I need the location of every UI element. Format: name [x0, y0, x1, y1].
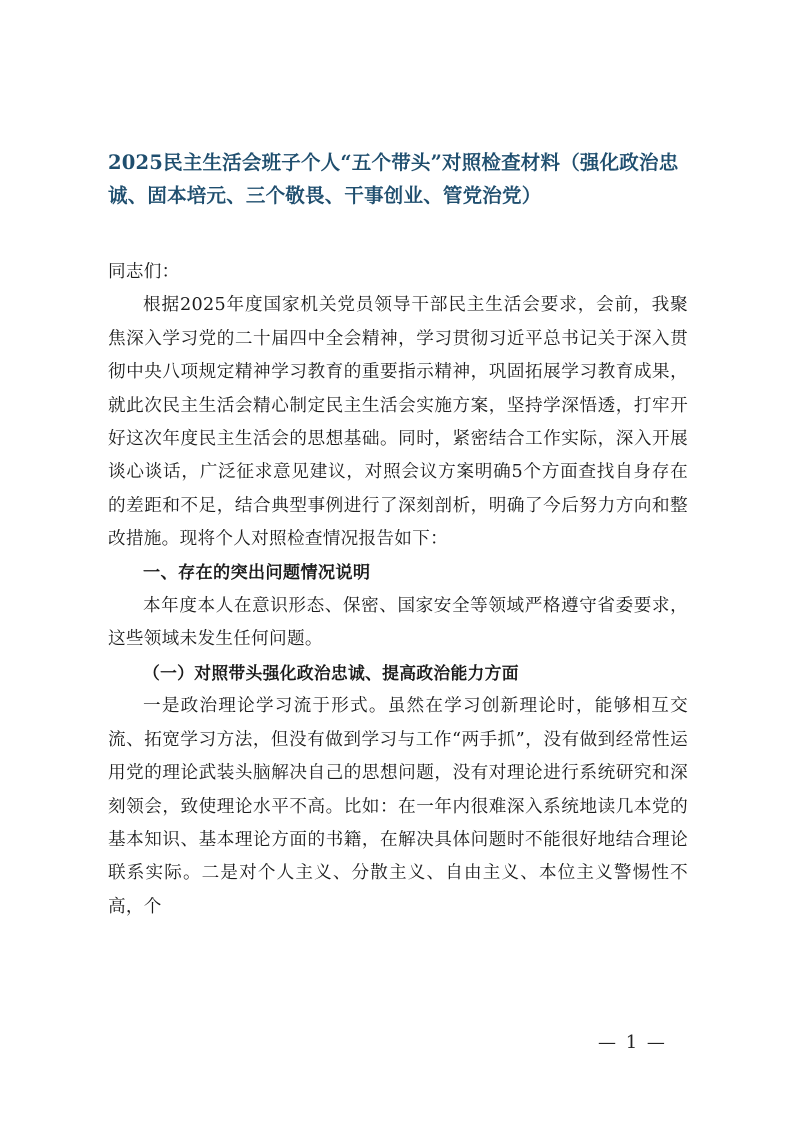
salutation: 同志们： [108, 262, 180, 282]
subsection-heading-1: （一）对照带头强化政治忠诚、提高政治能力方面 [143, 662, 519, 683]
document-title: 2025民主生活会班子个人“五个带头”对照检查材料（强化政治忠诚、固本培元、三个敬畏、干事创业、管党治党） [108, 151, 679, 207]
section-1-paragraph: 本年度本人在意识形态、保密、国家安全等领域严格遵守省委要求，这些领域未发生任何问题。 [108, 596, 688, 650]
document-body [108, 256, 688, 924]
page-number: — 1 — [598, 1032, 667, 1053]
section-heading-1: 一、存在的突出问题情况说明 [143, 562, 371, 583]
subsection-1-paragraph: 一是政治理论学习流于形式。虽然在学习创新理论时，能够相互交流、拓宽学习方法，但没有做到学习与工作“两手抓”，没有做到经常性运用党的理论武装头脑解决自己的思想问题，没有对理论进行系统研究和深刻领会，致使理论水平不高。比如：在一年内很难深入系统地读几本党的基本知识、基本理论方面的书籍，在解决具体问题时不能很好地结合理论联系实际。二是对个人主义、分散主义、自由主义、本位主义警惕性不高，个 [108, 696, 688, 917]
intro-paragraph: 根据2025年度国家机关党员领导干部民主生活会要求，会前，我聚焦深入学习党的二十届四中全会精神，学习贯彻习近平总书记关于深入贯彻中央八项规定精神学习教育的重要指示精神，巩固拓展学习教育成果，就此次民主生活会精心制定民主生活会实施方案，坚持学深悟透，打牢开好这次年度民主生活会的思想基础。同时，紧密结合工作实际，深入开展谈心谈话，广泛征求意见建议，对照会议方案明确5个方面查找自身存在的差距和不足，结合典型事例进行了深刻剖析，明确了今后努力方向和整改措施。现将个人对照检查情况报告如下： [108, 295, 688, 550]
